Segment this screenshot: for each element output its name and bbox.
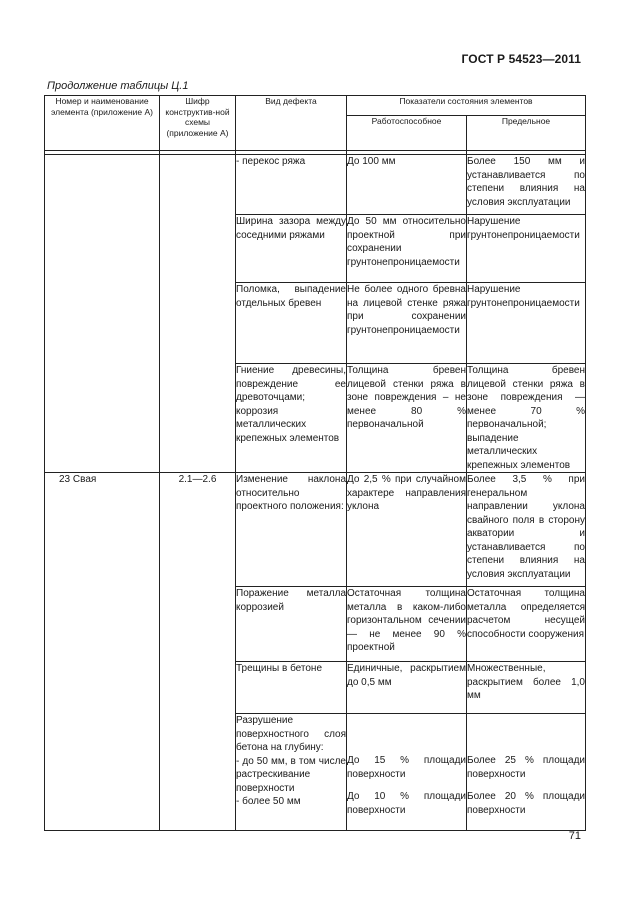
col-header-limit: Предельное — [467, 116, 586, 151]
operable-cell: До 50 мм относительно проектной при сохранении грунтонепроницаемости — [347, 215, 467, 283]
defect-cell: Гниение древесины, повреждение ее древоточцами; коррозия металлических крепежных элементов — [236, 364, 347, 473]
defect-line: - до 50 мм, в том числе растрескивание поверхности — [236, 755, 346, 794]
limit-cell: Более 3,5 % при генеральном направлении уклона свайного поля в сторону акватории и устанавливается по степени влияния на условия эксплуатации — [467, 473, 586, 587]
table-row — [45, 473, 586, 587]
limit-cell: Множественные, раскрытием более 1,0 мм — [467, 662, 586, 714]
defect-line: - более 50 мм — [236, 796, 301, 807]
limit-cell — [467, 714, 586, 831]
limit-cell: Нарушение грунтонепроницаемости — [467, 215, 586, 283]
operable-cell — [347, 714, 467, 831]
defect-cell: Поражение металла коррозией — [236, 587, 347, 662]
defect-cell: Трещины в бетоне — [236, 662, 347, 714]
code-cell: 2.1—2.6 — [160, 473, 236, 831]
code-cell — [160, 155, 236, 473]
operable-cell: Единичные, раскрытием до 0,5 мм — [347, 662, 467, 714]
defect-cell — [236, 714, 347, 831]
document-code: ГОСТ Р 54523—2011 — [461, 52, 581, 66]
operable-cell: До 2,5 % при случайном характере направления уклона — [347, 473, 467, 587]
defect-cell: Поломка, выпадение отдельных бревен — [236, 283, 347, 364]
operable-cell: Не более одного бревна на лицевой стенке ряжа при сохранении грунтонепроницаемости — [347, 283, 467, 364]
defect-line: Разрушение поверхностного слоя бетона на глубину: — [236, 715, 346, 753]
limit-cell: Толщина бревен лицевой стенки ряжа в зоне повреждения — менее 70 % первоначальной; выпадение металлических крепежных элементов — [467, 365, 585, 471]
limit-cell: Нарушение грунтонепроницаемости — [467, 283, 586, 364]
defect-cell: Изменение наклона относительно проектного положения: — [236, 473, 347, 587]
col-header-operable: Работоспособное — [347, 116, 467, 151]
defect-cell: - перекос ряжа — [236, 155, 347, 215]
operable-cell: Толщина бревен лицевой стенки ряжа в зоне повреждения – не менее 80 % первоначальной — [347, 364, 467, 473]
limit-cell: Более 150 мм и устанавливается по степени влияния на условия эксплуатации — [467, 155, 586, 215]
table-row — [45, 155, 586, 215]
page-number: 71 — [568, 830, 581, 842]
limit-line: Более 25 % площади поверхности — [467, 755, 585, 780]
limit-line: Более 20 % площади поверхности — [467, 791, 585, 816]
operable-line: До 10 % площади поверхности — [347, 791, 466, 816]
defects-table — [44, 95, 586, 831]
col-header-code: Шифр конструктив-ной схемы (приложение А) — [160, 96, 236, 151]
defect-cell: Ширина зазора между соседними ряжами — [236, 215, 347, 283]
col-header-indicators: Показатели состояния элементов — [347, 96, 586, 116]
table-continuation-label: Продолжение таблицы Ц.1 — [47, 80, 189, 92]
col-header-defect: Вид дефекта — [236, 96, 347, 151]
col-header-element: Номер и наименование элемента (приложение А) — [45, 96, 160, 151]
element-cell — [45, 155, 160, 473]
operable-cell: До 100 мм — [347, 155, 467, 215]
limit-cell: Остаточная толщина металла определяется расчетом несущей способности сооружения — [467, 587, 586, 662]
table-header-row — [45, 96, 586, 116]
operable-cell: Остаточная толщина металла в каком-либо горизонтальном сечении — не менее 90 % проектной — [347, 587, 467, 662]
operable-line: До 15 % площади поверхности — [347, 755, 466, 780]
element-cell: 23 Свая — [45, 473, 160, 831]
